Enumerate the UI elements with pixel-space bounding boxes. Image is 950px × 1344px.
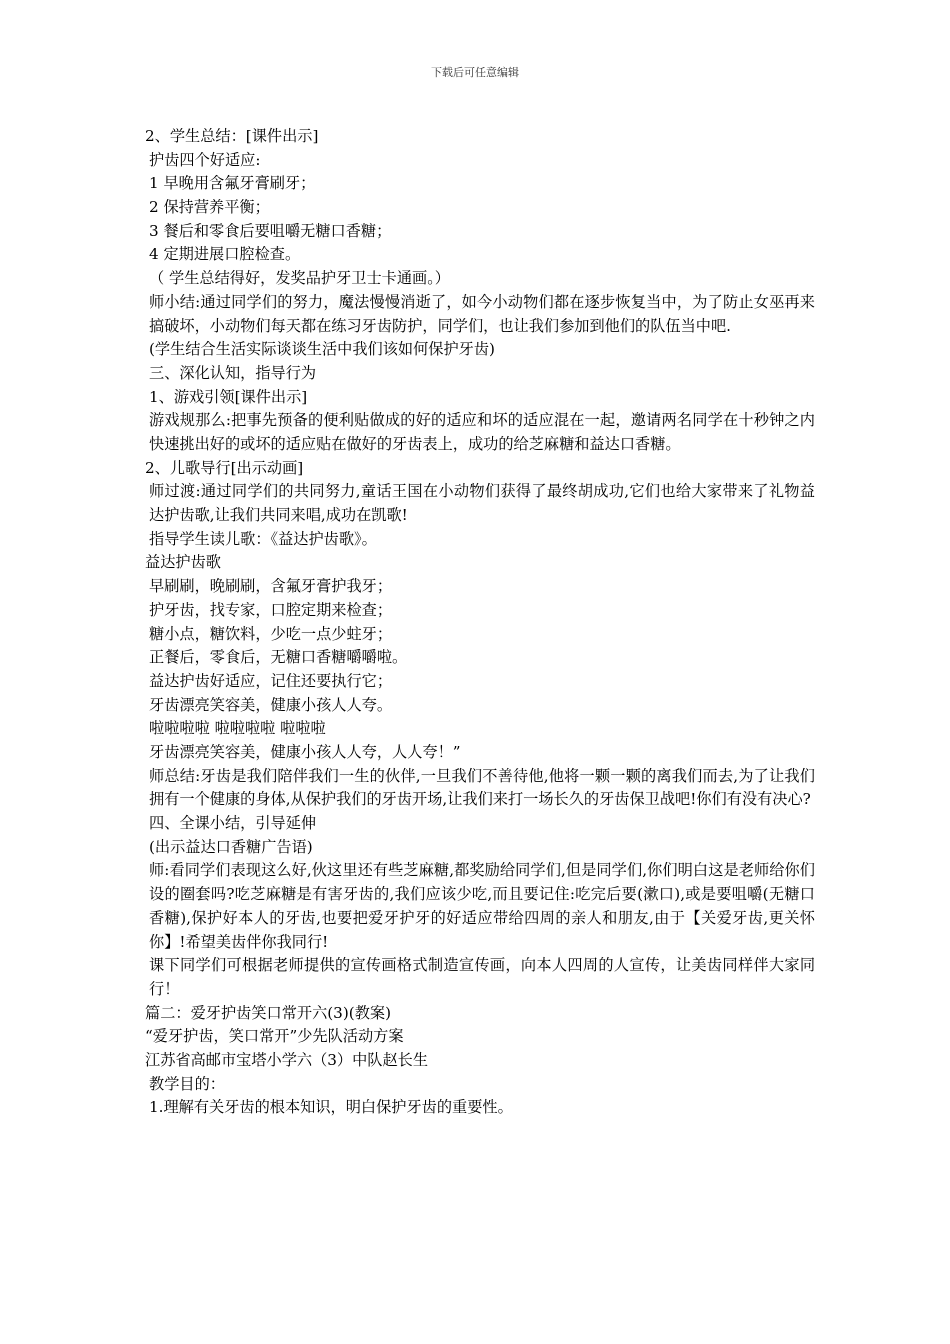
document-body bbox=[145, 125, 815, 1120]
text-line: 护牙齿，找专家，口腔定期来检查； bbox=[149, 600, 392, 619]
text-line: 3 餐后和零食后要咀嚼无糖口香糖； bbox=[149, 221, 392, 240]
text-line: 篇二：爱牙护齿笑口常开六(3)(教案) bbox=[145, 1003, 391, 1022]
text-line: 牙齿漂亮笑容美，健康小孩人人夸，人人夸！” bbox=[149, 742, 461, 761]
text-line: 教学目的： bbox=[149, 1074, 225, 1093]
text-line: 江苏省高邮市宝塔小学六（3）中队赵长生 bbox=[145, 1051, 429, 1070]
paragraph: 师:看同学们表现这么好,伙这里还有些芝麻糖,都奖励给同学们,但是同学们,你们明白这是老师给你们设的圈套吗?吃芝麻糖是有害牙齿的,我们应该少吃,而且要记住:吃完后要(漱口),或是要咀嚼(无糖口香糖),保护好本人的牙齿,也要把爱牙护牙的好适应带给四周的亲人和朋友,由于【关爱牙齿,更关怀你】!希望美齿伴你我同行! bbox=[149, 861, 815, 951]
text-line: (出示益达口香糖广告语) bbox=[149, 837, 313, 856]
text-line: 糖小点，糖饮料，少吃一点少蛀牙； bbox=[149, 624, 392, 643]
paragraph: 师总结:牙齿是我们陪伴我们一生的伙伴,一旦我们不善待他,他将一颗一颗的离我们而去,为了让我们拥有一个健康的身体,从保护我们的牙齿开场,让我们来打一场长久的牙齿保卫战吧!你们有没有决心? bbox=[149, 766, 815, 809]
text-line: 4 定期进展口腔检查。 bbox=[149, 245, 301, 264]
text-line: 四、全课小结，引导延伸 bbox=[149, 814, 317, 833]
page-header: 下载后可任意编辑 bbox=[431, 66, 519, 79]
text-line: (学生结合生活实际谈谈生活中我们该如何保护牙齿) bbox=[149, 340, 495, 359]
paragraph: 课下同学们可根据老师提供的宣传画格式制造宣传画，向本人四周的人宣传，让美齿同样伴大家同行！ bbox=[149, 956, 815, 998]
text-line: 三、深化认知，指导行为 bbox=[149, 363, 317, 382]
text-line: 早刷刷，晚刷刷，含氟牙膏护我牙； bbox=[149, 577, 392, 596]
text-line: 指导学生读儿歌：《益达护齿歌》。 bbox=[149, 529, 377, 548]
text-line: 护齿四个好适应: bbox=[149, 150, 261, 169]
paragraph: 游戏规那么:把事先预备的便利贴做成的好的适应和坏的适应混在一起，邀请两名同学在十秒钟之内快速挑出好的或坏的适应贴在做好的牙齿表上，成功的给芝麻糖和益达口香糖。 bbox=[149, 411, 815, 453]
paragraph: 师小结:通过同学们的努力，魔法慢慢消逝了，如今小动物们都在逐步恢复当中，为了防止女巫再来搞破坏，小动物们每天都在练习牙齿防护，同学们，也让我们参加到他们的队伍当中吧. bbox=[149, 292, 815, 335]
text-line: 1 早晚用含氟牙膏刷牙； bbox=[149, 174, 316, 193]
text-line: 1、游戏引领[课件出示] bbox=[149, 387, 308, 406]
paragraph: 师过渡:通过同学们的共同努力,童话王国在小动物们获得了最终胡成功,它们也给大家带来了礼物益达护齿歌,让我们共同来唱,成功在凯歌! bbox=[149, 482, 815, 525]
text-line: 2、儿歌导行[出示动画] bbox=[145, 458, 304, 477]
text-line: 2、学生总结：[课件出示] bbox=[145, 127, 319, 145]
text-line: 1.理解有关牙齿的根本知识，明白保护牙齿的重要性。 bbox=[149, 1098, 513, 1117]
text-line: 2 保持营养平衡； bbox=[149, 198, 270, 217]
text-line: 啦啦啦啦 啦啦啦啦 啦啦啦 bbox=[149, 719, 326, 738]
text-line: （ 学生总结得好，发奖品护牙卫士卡通画。） bbox=[149, 269, 450, 288]
text-line: 益达护齿歌 bbox=[145, 553, 221, 572]
text-line: 益达护齿好适应，记住还要执行它； bbox=[149, 671, 392, 690]
text-line: “爱牙护齿，笑口常开”少先队活动方案 bbox=[145, 1027, 404, 1046]
text-line: 牙齿漂亮笑容美，健康小孩人人夸。 bbox=[149, 695, 392, 714]
text-line: 正餐后，零食后，无糖口香糖嚼嚼啦。 bbox=[149, 648, 408, 667]
